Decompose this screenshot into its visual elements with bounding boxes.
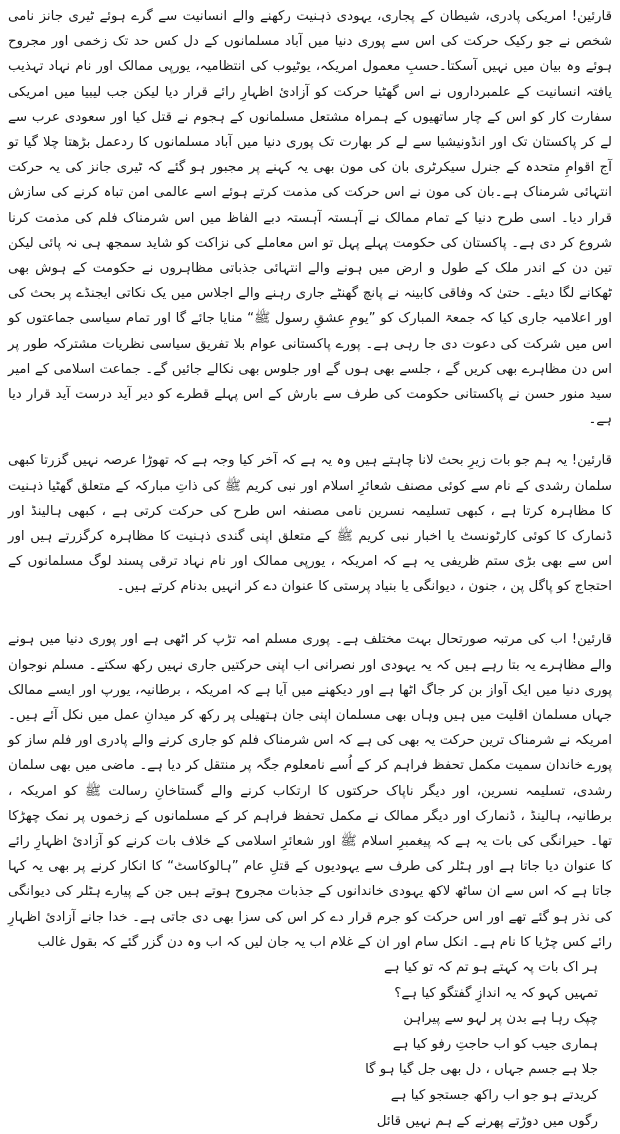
poem-verse-line: تمہیں کہو کہ یہ اندازِ گفتگو کیا ہے؟	[394, 985, 598, 1001]
poem-verse-line: رگوں میں دوڑتے پھرنے کے ہم نہیں قائل	[376, 1113, 598, 1129]
article-paragraph: قارئین! اب کی مرتبہ صورتحال بہت مختلف ہے۔ پوری مسلم امہ تڑپ کر اٹھی ہے اور پوری دنیا میں ہونے والے مظاہرے یہ بتا رہے ہیں کہ یہ یہودی اور نصرانی اب اپنی حرکتیں جاری نہیں رکھ سکتے۔ مسلم نوجوان پوری دنیا میں ایک آواز بن کر جاگ اٹھا ہے اور دیکھنے میں آیا ہے کہ امریکہ ، برطانیہ، یورپ اور ایسے ممالک جہاں مسلمان اقلیت میں ہیں وہاں بھی مسلمان اپنی جان ہتھیلی پر رکھ کر میدانِ عمل میں نکل آئے ہیں۔ امریکہ نے شرمناک ترین حرکت یہ بھی کی ہے کہ اس شرمناک فلم کو جاری کرنے والے پادری اور فلم ساز کو پورے خاندان سمیت مکمل تحفظ فراہم کر کے اُسے نامعلوم جگہ پر منتقل کر دیا ہے۔ ماضی میں بھی سلمان رشدی، تسلیمہ نسرین، اور دیگر ناپاک حرکتوں کا ارتکاب کرنے والے گستاخانِ رسالت ﷺ کو امریکہ ، برطانیہ، ہالینڈ ، ڈنمارک اور دیگر ممالک نے مکمل تحفظ فراہم کر کے مسلمانوں کے زخموں پر نمک چھڑکا تھا۔ حیرانگی کی بات یہ ہے کہ پیغمبرِ اسلام ﷺ اور شعائرِ اسلامی کے خلاف بات کرنے کو آزادیٔ اظہارِ رائے کا عنوان دیا جاتا ہے اور ہٹلر کی طرف سے یہودیوں کے قتلِ عام ”ہالوکاسٹ“ کا انکار کرنے پر بھی یہ کہا جاتا ہے کہ اس سے ان ساٹھ لاکھ یہودی خاندانوں کے جذبات مجروح ہوتے ہیں جن کے پیارے ہٹلر کی دیوانگی کی نذر ہو گئے تھے اور اس حرکت کو جرم قرار دے کر اس کی سزا بھی دی جاتی ہے۔ خدا جانے آزادیٔ اظہارِ رائے کس چڑیا کا نام ہے۔ انکل سام اور ان کے غلام اب یہ جان لیں کہ اب وہ دن گزر گئے کہ بقول غالب	[8, 632, 612, 950]
poem-verse-line: چپک رہا ہے بدن پر لہو سے پیراہن	[403, 1011, 598, 1027]
poem-verse-line: ہر اک بات پہ کہتے ہو تم کہ تو کیا ہے	[383, 960, 598, 976]
article-paragraph: قارئین! یہ ہم جو بات زیرِ بحث لانا چاہتے ہیں وہ یہ ہے کہ آخر کیا وجہ ہے کہ تھوڑا عرصہ نہیں گزرتا کبھی سلمان رشدی کے نام سے کوئی مصنف شعائرِ اسلام اور نبی کریم ﷺ کی ذاتِ مبارکہ کے متعلق گھٹیا ذہنیت کا مظاہرہ کرتا ہے ، کبھی تسلیمہ نسرین نامی مصنفہ اس طرح کی حرکت کرتی ہے ، کبھی ہالینڈ اور ڈنمارک کا کوئی کارٹونسٹ یا اخبار نبی کریم ﷺ کے متعلق اپنی گندی ذہنیت کا مظاہرہ کرگزرتے ہیں اور اس سے بھی بڑی ستم ظریفی یہ ہے کہ امریکہ ، یورپی ممالک اور نام نہاد ترقی پسند لوگ مسلمانوں کے احتجاج کو پاگل پن ، جنون ، دیوانگی یا بنیاد پرستی کا عنوان دے کر انہیں بدنام کرتے ہیں۔	[8, 453, 612, 595]
ghalib-poem	[8, 955, 612, 1134]
poem-verse-line: جلا ہے جسم جہاں ، دل بھی جل گیا ہو گا	[365, 1062, 598, 1078]
poem-verse-line: ہماری جیب کو اب حاجتِ رفو کیا ہے	[392, 1036, 598, 1052]
poem-verse-line: کریدتے ہو جو اب راکھ جستجو کیا ہے	[390, 1088, 598, 1104]
article-paragraph: قارئین! امریکی پادری، شیطان کے پجاری، یہودی ذہنیت رکھنے والے انسانیت سے گرے ہوئے ٹیری جانز نامی شخص نے جو رکیک حرکت کی اس سے پوری دنیا میں آباد مسلمانوں کے دل کس حد تک زخمی اور مجروح ہوئے وہ بیان میں نہیں آسکتا۔حسبِ معمول امریکہ، یوٹیوب کی انتظامیہ، یورپی ممالک اور نام نہاد تہذیب یافتہ انسانیت کے علمبرداروں نے اس گھٹیا حرکت کو آزادیٔ اظہارِ رائے قرار دیا لیکن جب لیبیا میں امریکی سفارت کار کو اس کے چار ساتھیوں کے ہمراہ مشتعل مسلمانوں کے ہجوم نے قتل کیا اور سعودی عرب سے لے کر پاکستان تک اور انڈونیشیا سے لے کر بھارت تک پوری دنیا میں آباد مسلمانوں کا ردعمل بڑھتا چلا گیا تو آج اقوامِ متحدہ کے جنرل سیکرٹری بان کی مون بھی یہ کہنے پر مجبور ہو گئے کہ ٹیری جانز کی یہ حرکت انتہائی شرمناک ہے۔بان کی مون نے اس حرکت کی مذمت کرتے ہوئے اسے عالمی امن تباہ کرنے کی سازش قرار دیا۔ اسی طرح دنیا کے تمام ممالک نے آہستہ آہستہ دبے الفاظ میں اس شرمناک فلم کی مذمت کرنا شروع کر دی ہے۔ پاکستان کی حکومت پہلے پہل تو اس معاملے کی نزاکت کو شاید سمجھ ہی نہ پائی لیکن تین دن کے اندر ملک کے طول و ارض میں ہونے والے انتہائی جذباتی مظاہروں نے حکومت کے ہوش بھی ٹھکانے لگا دیئے۔ حتیٰ کہ وفاقی کابینہ نے پانچ گھنٹے جاری رہنے والے اجلاس میں یک نکاتی ایجنڈے پر بحث کی اور اعلامیہ جاری کیا کہ جمعۃ المبارک کو ”یومِ عشقِ رسول ﷺ“ منایا جائے گا اور تمام سیاسی جماعتوں کو اس میں شرکت کی دعوت دی جا رہی ہے۔ پورے پاکستانی عوام بلا تفریق سیاسی نظریات مشترکہ طور پر اس دن مظاہرے بھی کریں گے ، جلسے بھی ہوں گے اور جلوس بھی نکالے جائیں گے۔ جماعت اسلامی کے امیر سید منور حسن نے پاکستانی حکومت کی طرف سے بارش کے اس پہلے قطرے کو دیر آید درست آید قرار دیا ہے۔	[8, 9, 612, 428]
